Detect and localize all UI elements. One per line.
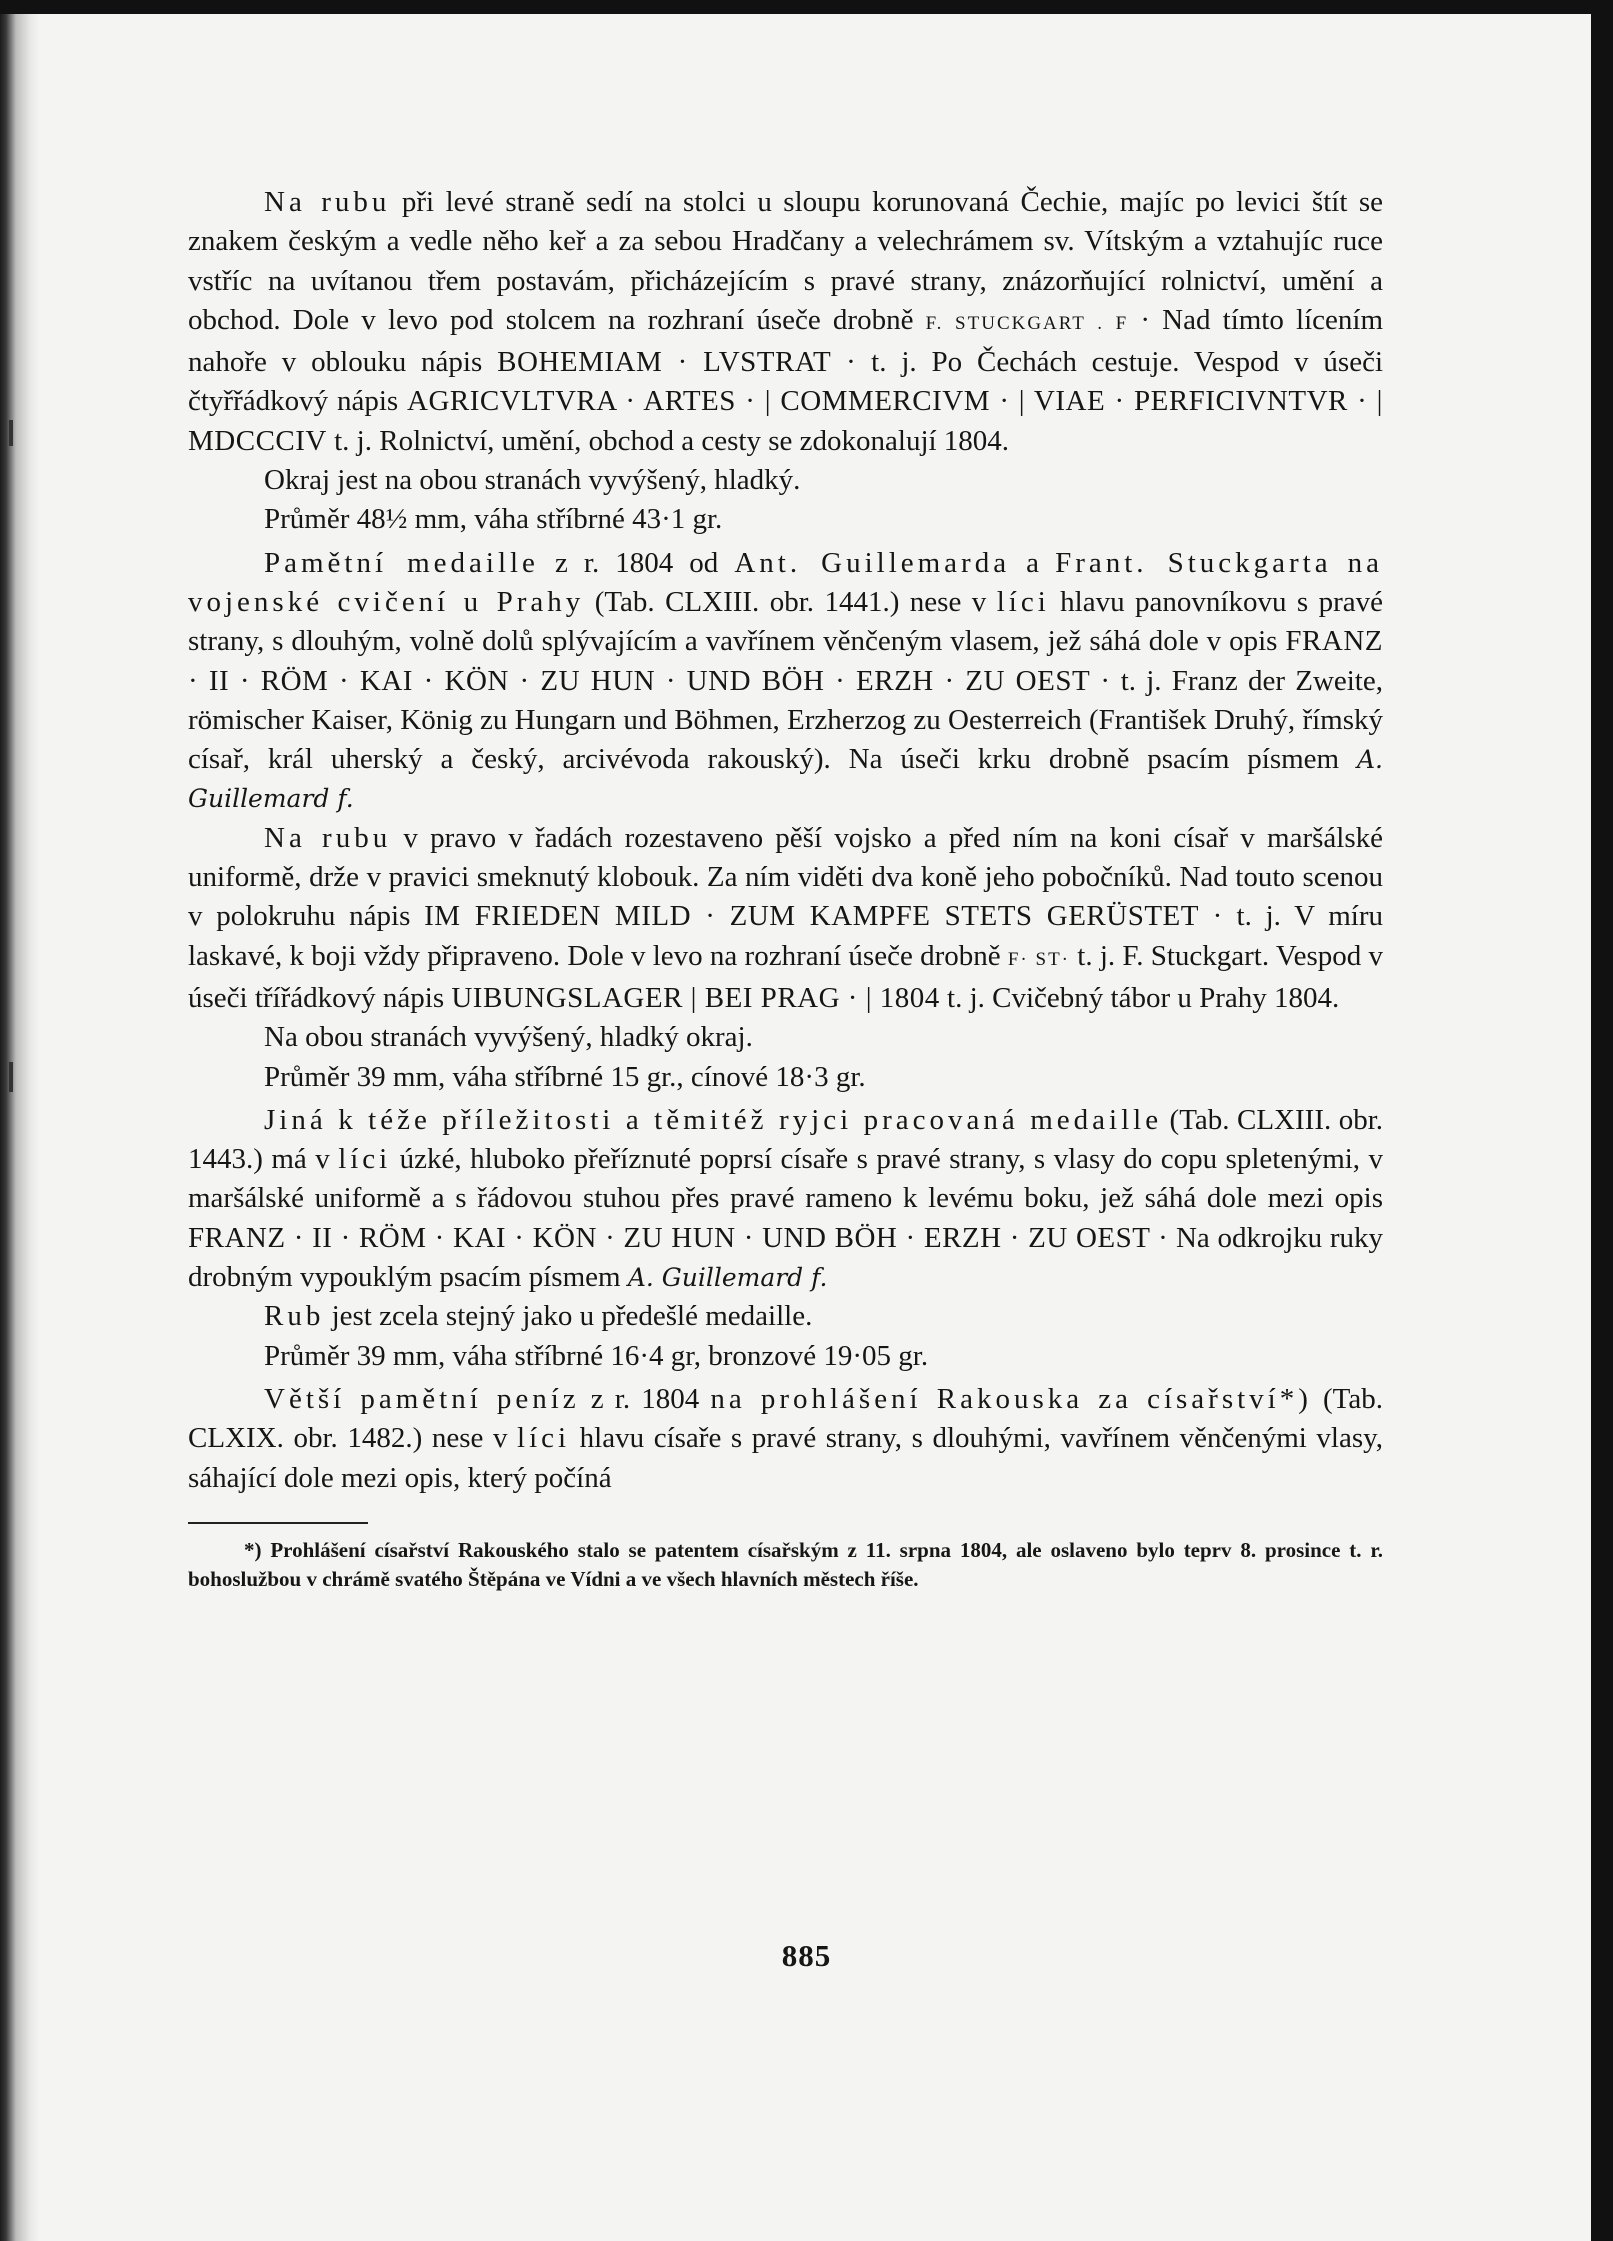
text-run: AGRICVLTVRA · ARTES · | COMMERCIVM · | VIAE · PERFICIVNTVR · | MDCCCIV: [188, 385, 1383, 457]
text-run: líci: [338, 1143, 392, 1176]
text-run: t. j. Franz der Zweite, römischer Kaiser, König zu Hungarn und Böhmen, Erzherzog zu Oesterreich (František Druhý, římský císař, král uherský a český, arcivévoda rakouský). Na úseči krku drobně psacím písmem: [188, 664, 1383, 776]
text-run: líci: [996, 585, 1050, 618]
text-run: t. j. Po Čechách cestuje. Vespod v úseči čtyřřádkový nápis: [188, 346, 1383, 418]
text-run: t. j. V míru laskavé, k boji vždy připraveno. Dole v levo na rozhraní úseče drobně: [188, 900, 1383, 972]
text-run: na vojenské cvičení u Prahy: [188, 546, 1384, 618]
text-run: hlavu panovníkovu s pravé strany, s dlouhým, volně dolů splývajícím a vavřínem věnčeným vlasem, jež sáhá dole v opis: [188, 585, 1384, 658]
text-run: Průměr 48½ mm, váha stříbrné 43·1 gr.: [264, 503, 723, 536]
footnote-rule: [188, 1522, 368, 1524]
text-run: (Tab. CLXIII. obr. 1441.) nese v: [584, 585, 997, 618]
binding-gutter: [0, 0, 40, 2241]
text-run: FRANZ · II · RÖM · KAI · KÖN · ZU HUN · UND BÖH · ERZH · ZU OEST ·: [188, 1221, 1169, 1254]
text-run: Větší pamětní peníz: [264, 1382, 580, 1415]
text-run: z r. 1804: [579, 1382, 711, 1415]
paragraph: [188, 1380, 1383, 1498]
text-run: · Nad tímto lícením nahoře v oblouku nápis: [188, 303, 1383, 379]
text-run: úzké, hluboko přeříznuté poprsí císaře s pravé strany, s vlasy do copu spletenými, v maršálské uniformě a s řádovou stuhou přes pravé rameno k levému boku, jež sáhá dole mezi opis: [188, 1143, 1383, 1215]
text-run: při levé straně sedí na stolci u sloupu korunovaná Čechie, majíc po levici štít se znakem českým a vedle něho keř a za sebou Hradčany a velechrámem sv. Vítským a vztahujíc ruce vstříc na uvítanou třem postavám, přicházejícím s pravé strany, znázorňující rolnictví, umění a obchod. Dole v levo pod stolcem na rozhraní úseče drobně: [188, 186, 1383, 336]
text-run: Rub: [264, 1300, 325, 1333]
paragraph: [188, 1337, 1383, 1376]
page-number: 885: [781, 1938, 832, 1973]
text-run: Frant. Stuckgarta: [1055, 546, 1332, 579]
margin-mark: [9, 1062, 13, 1092]
text-run: t. j. Rolnictví, umění, obchod a cesty se zdokonalují 1804.: [326, 424, 1010, 457]
paragraph: [188, 183, 1383, 461]
text-run: v pravo v řadách rozestaveno pěší vojsko a před ním na koni císař v maršálské uniformě, drže v pravici smeknutý klobouk. Za ním viděti dva koně jeho pobočníků. Nad touto scenou v polokruhu nápis: [188, 821, 1383, 933]
text-run: z r. 1804 od: [538, 546, 735, 579]
text-run: (Tab. CLXIII. obr. 1443.) má v: [188, 1103, 1384, 1176]
text-run: na prohlášení Rakouska za císařství*): [710, 1382, 1312, 1415]
text-run: F. STUCKGART . F: [925, 312, 1129, 334]
text-run: líci: [517, 1422, 571, 1455]
text-run: IM FRIEDEN MILD · ZUM KAMPFE STETS GERÜSTET ·: [424, 900, 1223, 933]
text-run: BOHEMIAM · LVSTRAT ·: [497, 346, 857, 379]
text-run: Okraj jest na obou stranách vyvýšený, hladký.: [264, 464, 801, 497]
text-run: Průměr 39 mm, váha stříbrné 15 gr., cínové 18·3 gr.: [264, 1060, 866, 1093]
paragraph: [188, 1018, 1383, 1057]
text-run: FRANZ · II · RÖM · KAI · KÖN · ZU HUN · UND BÖH · ERZH · ZU OEST ·: [188, 625, 1383, 697]
text-run: a: [1010, 546, 1056, 579]
text-run: (Tab. CLXIX. obr. 1482.) nese v: [188, 1382, 1383, 1455]
text-run: Jiná k téže příležitosti a těmitéž ryjci pracovaná medaille: [264, 1103, 1163, 1136]
paragraph: [188, 819, 1383, 1018]
text-run: Průměr 39 mm, váha stříbrné 16·4 gr, bronzové 19·05 gr.: [264, 1339, 929, 1372]
text-run: UIBUNGSLAGER | BEI PRAG · | 1804: [451, 981, 940, 1014]
text-run: t. j. F. Stuckgart. Vespod v úseči třířádkový nápis: [188, 939, 1383, 1014]
text-run: Na odkrojku ruky drobným vypouklým psacím písmem: [188, 1221, 1383, 1294]
footnote: *) Prohlášení císařství Rakouského stalo se patentem císařským z 11. srpna 1804, ale oslaveno bylo teprv 8. prosince t. r. bohoslužbou v chrámě svatého Štěpána ve Vídni a ve všech hlavních městech říše.: [188, 1537, 1383, 1591]
text-run: jest zcela stejný jako u předešlé medaille.: [324, 1300, 813, 1333]
text-run: t. j. Cvičebný tábor u Prahy 1804.: [939, 981, 1340, 1014]
text-run: hlavu císaře s pravé strany, s dlouhými, vavřínem věnčenými vlasy, sáhající dole mezi opis, který počíná: [188, 1422, 1383, 1494]
text-run: Na obou stranách vyvýšený, hladký okraj.: [264, 1021, 753, 1054]
text-run: Na rubu: [264, 821, 392, 854]
text-run: Pamětní medaille: [264, 546, 539, 579]
paragraph: [188, 1058, 1383, 1097]
paragraph: [188, 461, 1383, 500]
text-run: F· ST·: [1007, 948, 1071, 970]
signature-text: A. Guillemard f.: [627, 1263, 828, 1293]
paragraph: [188, 544, 1383, 819]
text-column: [188, 183, 1383, 1498]
margin-mark: [9, 420, 13, 446]
paragraph: [188, 1297, 1383, 1336]
text-run: Ant. Guillemarda: [734, 546, 1011, 579]
text-run: Na rubu: [264, 186, 391, 218]
text-run: [1332, 547, 1348, 579]
scan-border-top: [0, 0, 1613, 14]
scan-border-right: [1591, 0, 1613, 2241]
paragraph: [188, 500, 1383, 539]
paragraph: [188, 1101, 1383, 1297]
signature-text: A. Guillemard f.: [188, 745, 1383, 814]
page-body: [188, 183, 1383, 1594]
